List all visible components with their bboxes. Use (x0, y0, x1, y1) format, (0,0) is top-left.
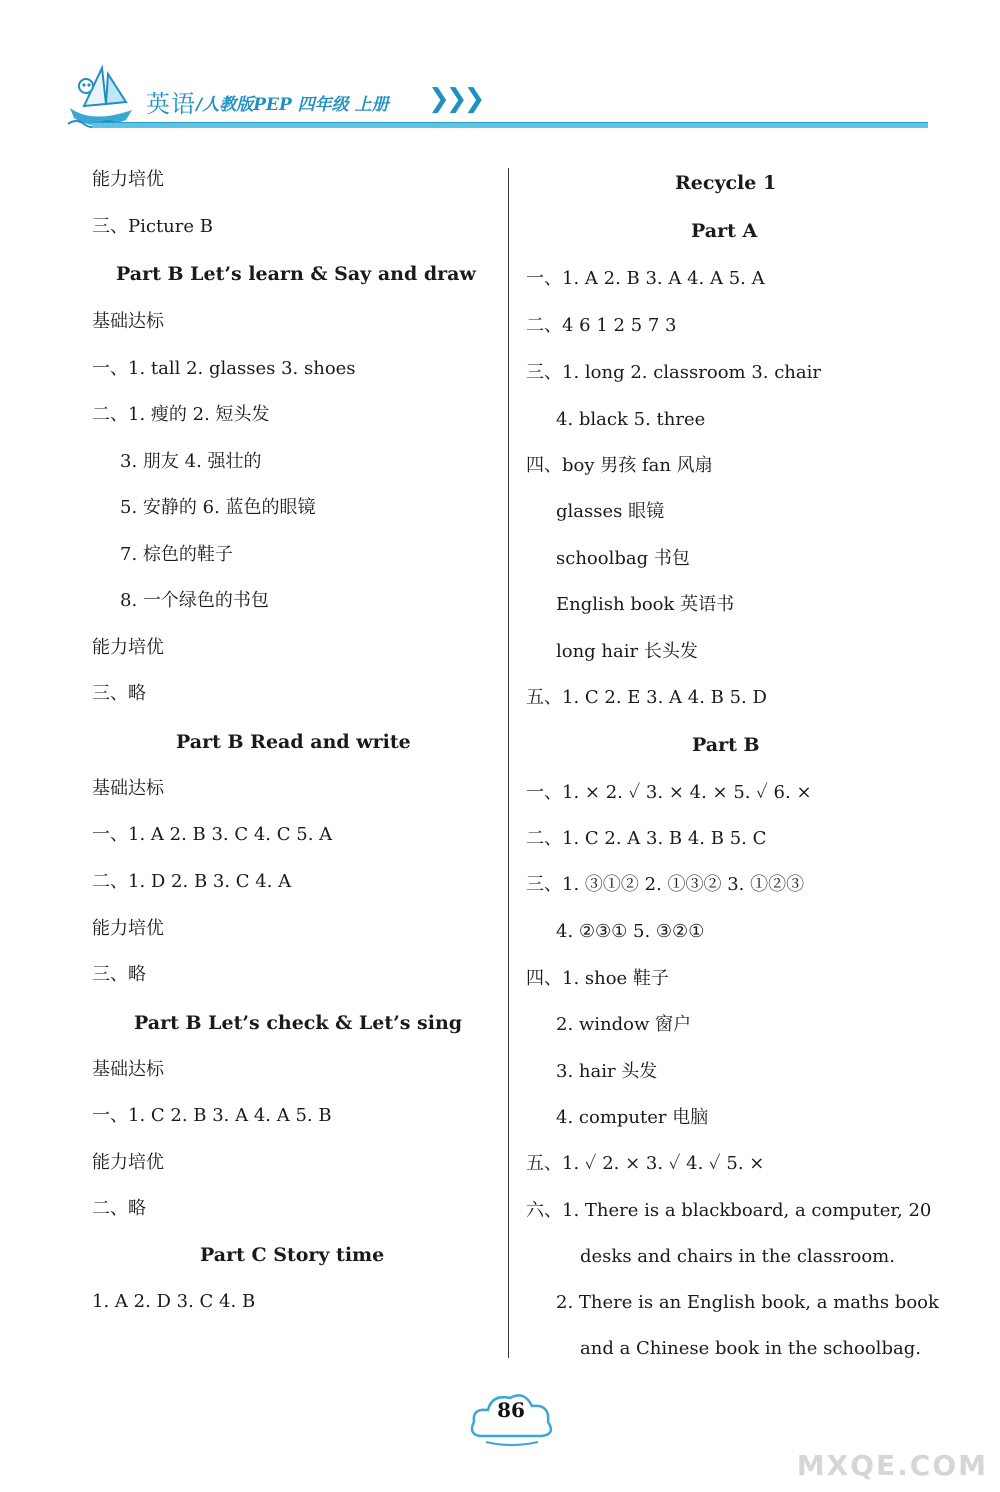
answer-line: 基础达标 (92, 311, 164, 332)
answer-line: 六、1. There is a blackboard, a computer, 20 (526, 1200, 932, 1221)
answer-line: 五、1. ✓ 2. × 3. ✓ 4. ✓ 5. × (526, 1153, 765, 1174)
boat-mascot-icon (62, 58, 142, 132)
answer-line: 8. 一个绿色的书包 (120, 590, 269, 611)
section-heading: Part A (691, 220, 758, 242)
answer-line: 三、略 (92, 964, 146, 985)
subject-title: 英语 (146, 90, 196, 118)
section-heading: Part C Story time (200, 1244, 385, 1266)
answer-line: 能力培优 (92, 637, 164, 658)
answer-line: 一、1. C 2. B 3. A 4. A 5. B (92, 1105, 332, 1126)
answer-line: 一、1. A 2. B 3. A 4. A 5. A (526, 268, 765, 289)
answer-line: 一、1. × 2. ✓ 3. × 4. × 5. ✓ 6. × (526, 782, 812, 803)
answer-line: long hair 长头发 (556, 641, 698, 662)
edition-label: /人教版PEP 四年级 上册 (196, 95, 389, 115)
answer-line: 4. ②③① 5. ③②① (556, 921, 705, 942)
answer-line: 四、boy 男孩 fan 风扇 (526, 455, 713, 476)
answer-line: 三、Picture B (92, 216, 213, 237)
page-number: 86 (497, 1398, 525, 1422)
section-heading: Part B (692, 734, 760, 756)
answer-line: English book 英语书 (556, 594, 735, 615)
answer-line: 二、1. D 2. B 3. C 4. A (92, 871, 292, 892)
header-rule (92, 122, 928, 128)
answer-line: 1. A 2. D 3. C 4. B (92, 1291, 256, 1312)
answer-line: desks and chairs in the classroom. (580, 1246, 895, 1267)
watermark: MXQE.COM (796, 1449, 988, 1482)
answer-line: 二、1. 瘦的 2. 短头发 (92, 404, 270, 425)
answer-line: and a Chinese book in the schoolbag. (580, 1338, 921, 1359)
answer-line: 基础达标 (92, 1059, 164, 1080)
answer-line: 基础达标 (92, 778, 164, 799)
answer-line: 二、1. C 2. A 3. B 4. B 5. C (526, 828, 767, 849)
page-header (0, 0, 1000, 140)
answer-line: glasses 眼镜 (556, 501, 665, 522)
answer-line: 五、1. C 2. E 3. A 4. B 5. D (526, 687, 767, 708)
section-heading: Recycle 1 (675, 172, 777, 194)
answer-line: 2. There is an English book, a maths book (556, 1292, 939, 1313)
answer-line: 能力培优 (92, 918, 164, 939)
answer-line: 3. 朋友 4. 强壮的 (120, 451, 262, 472)
answer-line: schoolbag 书包 (556, 548, 690, 569)
section-heading: Part B Let’s learn & Say and draw (116, 263, 476, 285)
answer-line: 能力培优 (92, 1152, 164, 1173)
answer-line: 二、4 6 1 2 5 7 3 (526, 315, 677, 336)
answer-line: 4. black 5. three (556, 409, 706, 430)
answer-line: 四、1. shoe 鞋子 (526, 968, 669, 989)
answer-line: 一、1. A 2. B 3. C 4. C 5. A (92, 824, 333, 845)
answer-line: 4. computer 电脑 (556, 1107, 709, 1128)
answer-line: 三、1. ③①② 2. ①③② 3. ①②③ (526, 874, 805, 895)
column-divider (508, 168, 509, 1358)
answer-line: 7. 棕色的鞋子 (120, 544, 233, 565)
section-heading: Part B Read and write (176, 731, 411, 753)
answer-line: 三、1. long 2. classroom 3. chair (526, 362, 821, 383)
answer-line: 3. hair 头发 (556, 1061, 658, 1082)
answer-line: 5. 安静的 6. 蓝色的眼镜 (120, 497, 316, 518)
answer-line: 能力培优 (92, 169, 164, 190)
section-heading: Part B Let’s check & Let’s sing (134, 1012, 463, 1034)
answer-line: 三、略 (92, 683, 146, 704)
answer-line: 2. window 窗户 (556, 1014, 692, 1035)
page-number-badge (466, 1386, 556, 1448)
chevron-right-icon: ❯❯❯ (428, 84, 482, 114)
answer-line: 一、1. tall 2. glasses 3. shoes (92, 358, 356, 379)
answer-line: 二、略 (92, 1198, 146, 1219)
